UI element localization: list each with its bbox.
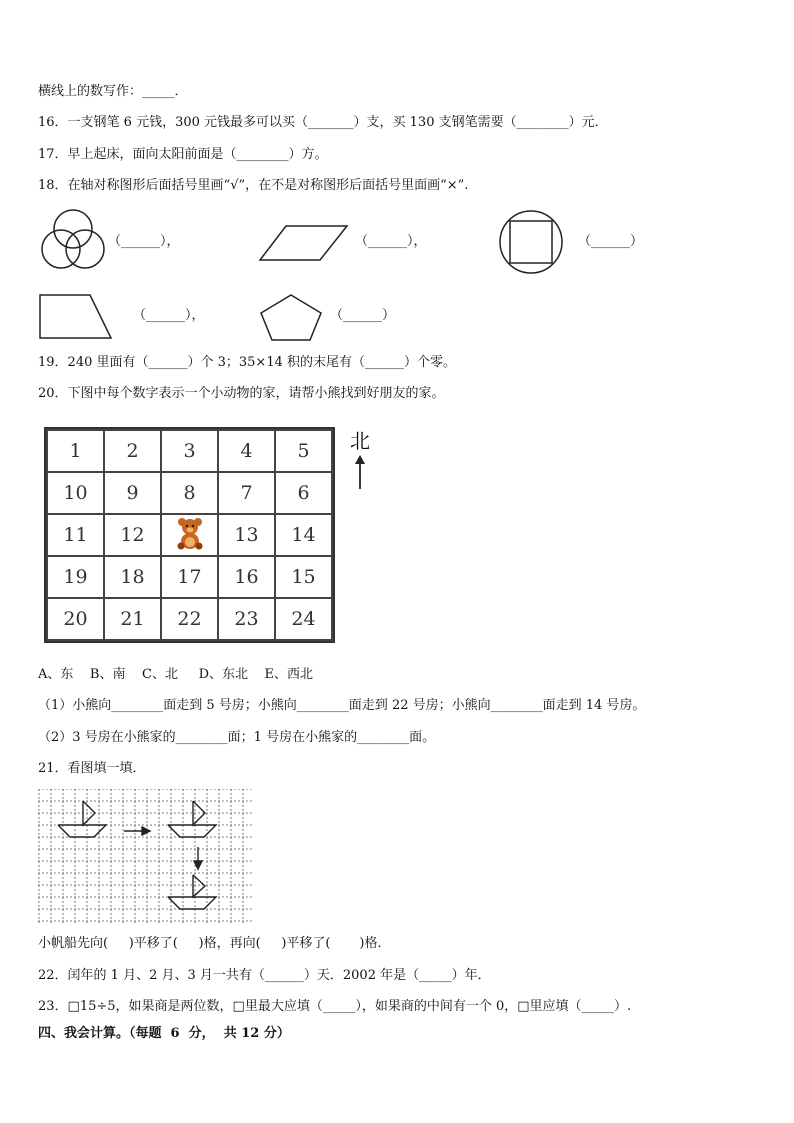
square-in-circle-figure bbox=[498, 209, 564, 275]
house-19: 19 bbox=[47, 556, 104, 598]
question-17: 17．早上起床，面向太阳前面是（________）方。 bbox=[38, 147, 328, 162]
house-16: 16 bbox=[218, 556, 275, 598]
house-4: 4 bbox=[218, 430, 275, 472]
house-1: 1 bbox=[47, 430, 104, 472]
house-10: 10 bbox=[47, 472, 104, 514]
q18-answer-5[interactable]: （______） bbox=[330, 308, 396, 323]
trapezoid-figure bbox=[38, 293, 114, 341]
sailboat-translation-grid bbox=[38, 789, 252, 923]
q20-part-2: （2）3 号房在小熊家的________面；1 号房在小熊家的________面。 bbox=[38, 730, 436, 745]
question-16: 16．一支钢笔 6 元钱，300 元钱最多可以买（_______）支，买 130 支钢笔需要（________）元． bbox=[38, 115, 608, 130]
house-9: 9 bbox=[104, 472, 161, 514]
house-8: 8 bbox=[161, 472, 218, 514]
house-12: 12 bbox=[104, 514, 161, 556]
north-arrow-icon bbox=[353, 455, 367, 491]
q20-options: A、东 B、南 C、北 D、东北 E、西北 bbox=[38, 667, 314, 682]
question-20: 20．下图中每个数字表示一个小动物的家，请帮小熊找到好朋友的家。 bbox=[38, 386, 445, 401]
house-13: 13 bbox=[218, 514, 275, 556]
house-11: 11 bbox=[47, 514, 104, 556]
three-circles-figure bbox=[40, 208, 106, 272]
section-4-heading: 四、我会计算。（每题 6 分， 共 12 分） bbox=[38, 1026, 290, 1041]
blank-line-text: 横线上的数写作：_____． bbox=[38, 84, 188, 99]
question-22: 22．闰年的 1 月、2 月、3 月一共有（______）天．2002 年是（_____）年． bbox=[38, 968, 491, 983]
house-7: 7 bbox=[218, 472, 275, 514]
q20-part-1: （1）小熊向________面走到 5 号房；小熊向________面走到 22 号房；小熊向________面走到 14 号房。 bbox=[38, 698, 646, 713]
house-14: 14 bbox=[275, 514, 332, 556]
question-19: 19．240 里面有（______）个 3；35×14 积的末尾有（______）个零。 bbox=[38, 355, 456, 370]
teddy-bear-icon bbox=[175, 516, 205, 550]
parallelogram-figure bbox=[258, 224, 350, 262]
house-23: 23 bbox=[218, 598, 275, 640]
house-24: 24 bbox=[275, 598, 332, 640]
house-2: 2 bbox=[104, 430, 161, 472]
q18-answer-1[interactable]: （______）， bbox=[108, 234, 180, 249]
q18-answer-4[interactable]: （______）， bbox=[133, 308, 205, 323]
house-18: 18 bbox=[104, 556, 161, 598]
question-18: 18．在轴对称图形后面括号里画“√”，在不是对称图形后面括号里面画“×”. bbox=[38, 178, 469, 193]
house-6: 6 bbox=[275, 472, 332, 514]
house-5: 5 bbox=[275, 430, 332, 472]
question-21: 21．看图填一填． bbox=[38, 761, 146, 776]
animal-house-grid bbox=[44, 427, 335, 643]
q21-sentence: 小帆船先向( )平移了( )格，再向( )平移了( )格． bbox=[38, 936, 391, 951]
bear-home bbox=[161, 514, 218, 556]
compass-north-label: 北 bbox=[350, 429, 370, 453]
house-17: 17 bbox=[161, 556, 218, 598]
house-3: 3 bbox=[161, 430, 218, 472]
house-22: 22 bbox=[161, 598, 218, 640]
q18-answer-2[interactable]: （______）， bbox=[355, 234, 427, 249]
q18-answer-3[interactable]: （______） bbox=[578, 234, 644, 249]
house-20: 20 bbox=[47, 598, 104, 640]
house-21: 21 bbox=[104, 598, 161, 640]
house-15: 15 bbox=[275, 556, 332, 598]
question-23: 23．□15÷5，如果商是两位数，□里最大应填（_____），如果商的中间有一个 0，□里应填（_____）. bbox=[38, 999, 632, 1014]
pentagon-figure bbox=[258, 293, 324, 343]
